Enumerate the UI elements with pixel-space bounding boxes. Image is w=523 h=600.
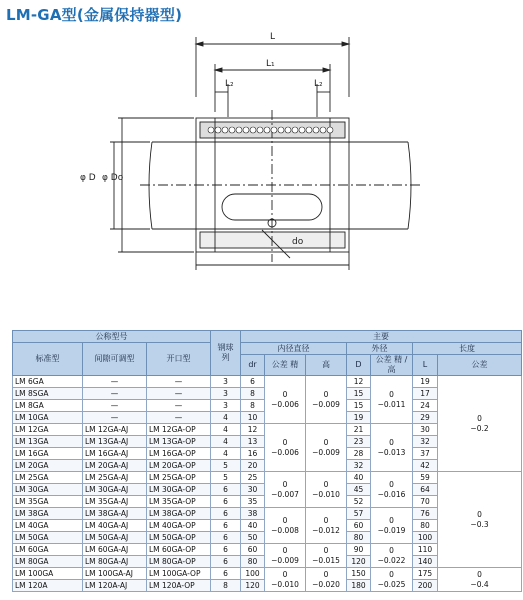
cell-dr: 60 [241,544,265,556]
cell-balls: 6 [211,484,241,496]
cell-balls: 5 [211,460,241,472]
cell-L: 29 [413,412,438,424]
cell-std: LM 6GA [13,376,83,388]
header-length: 长度 [413,343,522,355]
cell-L: 42 [413,460,438,472]
cell-open: LM 16GA-OP [147,448,211,460]
cell-inner-tol-precise: 0 −0.006 [265,424,306,472]
cell-D: 40 [347,472,371,484]
cell-L: 70 [413,496,438,508]
cell-std: LM 8GA [13,400,83,412]
cell-dr: 6 [241,376,265,388]
cell-L: 175 [413,568,438,580]
cell-length-tol: 0 −0.3 [438,472,522,568]
cell-L: 24 [413,400,438,412]
cell-D: 23 [347,436,371,448]
cell-dr: 80 [241,556,265,568]
label-phi-Do: φ Do [102,173,124,183]
cell-open: LM 50GA-OP [147,532,211,544]
cell-outer-tol: 0 −0.022 [371,544,413,568]
cell-dr: 8 [241,400,265,412]
cell-D: 45 [347,484,371,496]
header-std: 标准型 [13,343,83,376]
cell-D: 60 [347,520,371,532]
cell-inner-tol-precise: 0 −0.008 [265,508,306,544]
cell-balls: 5 [211,472,241,484]
cell-balls: 6 [211,568,241,580]
cell-dr: 10 [241,412,265,424]
cell-adj: — [83,412,147,424]
cell-dr: 25 [241,472,265,484]
cell-adj: — [83,376,147,388]
cell-dr: 40 [241,520,265,532]
cell-dr: 50 [241,532,265,544]
label-L1: L₁ [266,59,275,69]
page-title: LM-GA型(金属保持器型) [6,6,183,24]
cell-inner-tol-high: 0 −0.010 [306,472,347,508]
table-row [13,472,522,484]
cell-adj: LM 38GA-AJ [83,508,147,520]
header-high: 高 [306,355,347,376]
header-L: L [413,355,438,376]
cell-open: LM 60GA-OP [147,544,211,556]
cell-open: LM 25GA-OP [147,472,211,484]
cell-std: LM 25GA [13,472,83,484]
spec-table-body [13,376,522,592]
header-open: 开口型 [147,343,211,376]
cell-dr: 30 [241,484,265,496]
cell-std: LM 60GA [13,544,83,556]
header-tol: 公差 [438,355,522,376]
cell-D: 15 [347,400,371,412]
cell-open: LM 80GA-OP [147,556,211,568]
header-precise: 公差 精 [265,355,306,376]
cell-outer-tol: 0 −0.016 [371,472,413,508]
cell-inner-tol-high: 0 −0.012 [306,508,347,544]
cell-adj: LM 120A-AJ [83,580,147,592]
cell-std: LM 30GA [13,484,83,496]
cell-dr: 12 [241,424,265,436]
cell-D: 15 [347,388,371,400]
cell-adj: LM 50GA-AJ [83,532,147,544]
cell-adj: LM 100GA-AJ [83,568,147,580]
cell-balls: 4 [211,436,241,448]
cell-inner-tol-high: 0 −0.015 [306,544,347,568]
cell-std: LM 38GA [13,508,83,520]
cell-D: 19 [347,412,371,424]
cell-dr: 13 [241,436,265,448]
table-row [13,376,522,388]
cell-L: 76 [413,508,438,520]
cell-std: LM 120A [13,580,83,592]
cell-dr: 16 [241,448,265,460]
cell-dr: 35 [241,496,265,508]
spec-table-container [12,330,521,592]
cell-inner-tol-high: 0 −0.009 [306,376,347,424]
cell-balls: 6 [211,508,241,520]
cell-adj: LM 80GA-AJ [83,556,147,568]
cell-open: LM 40GA-OP [147,520,211,532]
cell-adj: LM 35GA-AJ [83,496,147,508]
header-model-group: 公称型号 [13,331,211,343]
header-balls: 钢球 列 [211,331,241,376]
label-L: L [270,32,276,42]
cell-dr: 20 [241,460,265,472]
cell-open: — [147,376,211,388]
cell-balls: 6 [211,556,241,568]
cell-D: 120 [347,556,371,568]
cell-adj: LM 12GA-AJ [83,424,147,436]
cell-inner-tol-precise: 0 −0.009 [265,544,306,568]
cell-outer-tol: 0 −0.019 [371,508,413,544]
bearing-drawing [0,22,523,322]
cell-length-tol: 0 −0.4 [438,568,522,592]
cell-dr: 8 [241,388,265,400]
cell-dr: 100 [241,568,265,580]
cell-adj: — [83,400,147,412]
cell-inner-tol-high: 0 −0.020 [306,568,347,592]
cell-D: 90 [347,544,371,556]
header-inner-dia: 内径直径 [241,343,347,355]
cell-std: LM 16GA [13,448,83,460]
cell-open: LM 100GA-OP [147,568,211,580]
cell-L: 64 [413,484,438,496]
cell-D: 180 [347,580,371,592]
header-dr: dr [241,355,265,376]
label-phi-D: φ D [80,173,96,183]
cell-std: LM 80GA [13,556,83,568]
cell-open: — [147,412,211,424]
cell-std: LM 8SGA [13,388,83,400]
cell-balls: 6 [211,520,241,532]
cell-outer-tol: 0 −0.011 [371,376,413,424]
cell-L: 140 [413,556,438,568]
cell-dr: 38 [241,508,265,520]
label-L2-right: L₂ [314,79,323,89]
header-outer-dia: 外径 [347,343,413,355]
cell-L: 32 [413,436,438,448]
cell-open: LM 12GA-OP [147,424,211,436]
cell-balls: 4 [211,424,241,436]
cell-inner-tol-precise: 0 −0.007 [265,472,306,508]
cell-open: LM 120A-OP [147,580,211,592]
cell-L: 19 [413,376,438,388]
cell-balls: 4 [211,412,241,424]
cell-balls: 3 [211,400,241,412]
cell-adj: LM 13GA-AJ [83,436,147,448]
cell-open: — [147,388,211,400]
cell-adj: LM 30GA-AJ [83,484,147,496]
label-do: do [292,237,304,247]
cell-inner-tol-precise: 0 −0.010 [265,568,306,592]
cell-balls: 6 [211,532,241,544]
cell-L: 80 [413,520,438,532]
cell-open: LM 38GA-OP [147,508,211,520]
cell-std: LM 20GA [13,460,83,472]
cell-balls: 6 [211,496,241,508]
cell-std: LM 10GA [13,412,83,424]
header-main-group: 主要 [241,331,522,343]
cell-adj: — [83,388,147,400]
cell-balls: 8 [211,580,241,592]
cell-L: 30 [413,424,438,436]
label-L2-left: L₂ [225,79,234,89]
cell-adj: LM 20GA-AJ [83,460,147,472]
cell-balls: 3 [211,376,241,388]
header-D: D [347,355,371,376]
cell-L: 200 [413,580,438,592]
cell-adj: LM 40GA-AJ [83,520,147,532]
cell-open: LM 30GA-OP [147,484,211,496]
cell-D: 52 [347,496,371,508]
cell-inner-tol-precise: 0 −0.006 [265,376,306,424]
cell-D: 28 [347,448,371,460]
cell-L: 37 [413,448,438,460]
cell-D: 12 [347,376,371,388]
cell-D: 21 [347,424,371,436]
cell-open: — [147,400,211,412]
cell-D: 150 [347,568,371,580]
spec-table [12,330,522,592]
cell-adj: LM 25GA-AJ [83,472,147,484]
cell-std: LM 40GA [13,520,83,532]
table-row [13,568,522,580]
cell-open: LM 35GA-OP [147,496,211,508]
cell-std: LM 100GA [13,568,83,580]
cell-std: LM 13GA [13,436,83,448]
cell-L: 100 [413,532,438,544]
header-precise-high: 公差 精 / 高 [371,355,413,376]
cell-open: LM 20GA-OP [147,460,211,472]
cell-outer-tol: 0 −0.025 [371,568,413,592]
cell-std: LM 50GA [13,532,83,544]
cell-length-tol: 0 −0.2 [438,376,522,472]
cell-std: LM 12GA [13,424,83,436]
cell-balls: 6 [211,544,241,556]
cell-D: 80 [347,532,371,544]
cell-balls: 3 [211,388,241,400]
cell-L: 17 [413,388,438,400]
cell-D: 57 [347,508,371,520]
cell-open: LM 13GA-OP [147,436,211,448]
cell-outer-tol: 0 −0.013 [371,424,413,472]
cell-std: LM 35GA [13,496,83,508]
header-adj: 间隙可调型 [83,343,147,376]
cell-L: 59 [413,472,438,484]
cell-L: 110 [413,544,438,556]
cell-balls: 4 [211,448,241,460]
cell-inner-tol-high: 0 −0.009 [306,424,347,472]
cell-D: 32 [347,460,371,472]
cell-dr: 120 [241,580,265,592]
cell-adj: LM 16GA-AJ [83,448,147,460]
cell-adj: LM 60GA-AJ [83,544,147,556]
